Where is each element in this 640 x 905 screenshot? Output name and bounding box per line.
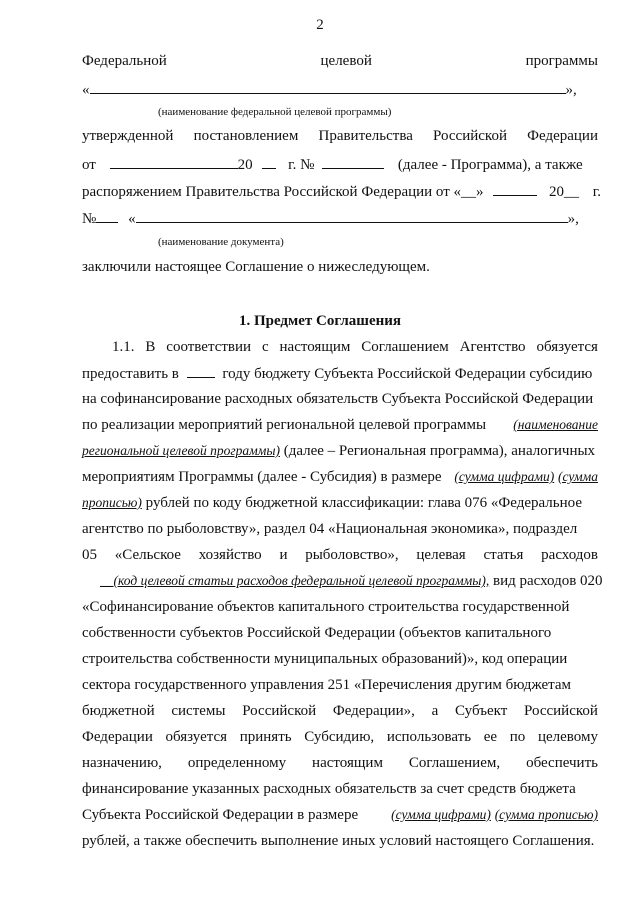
text: мероприятиям Программы (далее - Субсидия) в размере: [82, 469, 442, 485]
word: Соглашением: [361, 339, 449, 355]
para-line: строительства собственности муниципальных образований)», код операции: [82, 651, 568, 667]
word: с: [261, 339, 269, 355]
caption-document-name: (наименование документа): [158, 236, 284, 248]
close-quote: »,: [565, 82, 577, 98]
word: целевая: [416, 547, 466, 563]
word: расходов: [541, 547, 598, 563]
year-prefix: 20: [237, 157, 253, 173]
text: по реализации мероприятий региональной целевой программы: [82, 417, 487, 433]
word: Соглашением,: [408, 755, 501, 771]
word: (далее - Программа), а также: [397, 157, 583, 173]
para-line: [82, 468, 598, 486]
section-title: 1. Предмет Соглашения: [238, 313, 402, 329]
blank-line: [136, 209, 568, 223]
para-line: [100, 572, 603, 590]
para-line: [82, 364, 598, 383]
para-line: рублей, а также обеспечить выполнение иных условий настоящего Соглашения.: [82, 833, 595, 849]
placeholder-sum-digits: (сумма цифрами): [454, 469, 555, 484]
line-order: [82, 182, 602, 201]
para-line: [82, 754, 598, 772]
word: принять: [239, 729, 292, 745]
close-quote: »,: [567, 211, 579, 227]
placeholder-sum-words: прописью): [82, 495, 142, 510]
blank-line: [187, 364, 215, 378]
word: целевому: [537, 729, 598, 745]
blank-line: [90, 80, 566, 94]
text: распоряжением Правительства Российской Федерации от «__»: [82, 184, 484, 200]
word: Федерации: [82, 729, 153, 745]
line-date-number: [82, 155, 598, 174]
blank-line: [493, 182, 537, 196]
word: обеспечить: [526, 755, 598, 771]
word: программы: [525, 53, 598, 69]
caption-program-name: (наименование федеральной целевой программы): [158, 106, 392, 118]
number-sign: №: [82, 211, 97, 227]
text: предоставить в: [82, 366, 179, 382]
word: Правительства: [318, 128, 413, 144]
para-line: агентство по рыболовству», раздел 04 «Национальная экономика», подраздел: [82, 521, 578, 537]
blank-line: [96, 209, 118, 223]
placeholder-sum-digits: (сумма цифрами): [391, 807, 491, 822]
word: ее: [483, 729, 498, 745]
para-line: собственности субъектов Российской Федерации (объектов капитального: [82, 625, 552, 641]
para-line: сектора государственного управления 251 «Перечисления другим бюджетам: [82, 677, 572, 693]
word: хозяйство: [198, 547, 262, 563]
page-number: 2: [316, 17, 324, 33]
word: от: [82, 157, 96, 173]
word: системы: [171, 703, 226, 719]
placeholder-sum-words: (сумма: [557, 469, 598, 484]
word: Российской: [523, 703, 598, 719]
word: постановлением: [193, 128, 299, 144]
word: целевой: [320, 53, 372, 69]
word: обязуется: [536, 339, 598, 355]
word: настоящим: [312, 755, 383, 771]
blank-line: [322, 155, 384, 169]
para-line: [82, 416, 598, 434]
word: В: [145, 339, 156, 355]
word: Федеральной: [82, 53, 167, 69]
word: 05: [82, 547, 97, 563]
para-line: финансирование указанных расходных обязательств за счет средств бюджета: [82, 781, 576, 797]
para-line: [82, 702, 598, 720]
line-concluded: заключили настоящее Соглашение о нижеследующем.: [82, 259, 430, 275]
line-program-name-blank: [82, 80, 598, 99]
word: определенному: [187, 755, 287, 771]
line-federal-program: [82, 52, 598, 70]
word: «Сельское: [114, 547, 181, 563]
text: вид расходов 020: [492, 573, 603, 589]
para-line: [82, 806, 598, 824]
word: бюджетной: [82, 703, 155, 719]
line-document-blank: [82, 209, 598, 228]
text: Субъекта Российской Федерации в размере: [82, 807, 359, 823]
text: году бюджету Субъекта Российской Федерации субсидию: [222, 366, 593, 382]
blank-line: [262, 155, 276, 169]
word: по: [509, 729, 526, 745]
word: Российской: [242, 703, 317, 719]
word: рыболовство»,: [305, 547, 399, 563]
para-line: [82, 442, 598, 460]
word: Субъект: [455, 703, 508, 719]
word: Субсидию,: [304, 729, 375, 745]
placeholder-regional-program: региональной целевой программы): [82, 443, 280, 458]
text: (далее – Региональная программа), аналогичных: [283, 443, 596, 459]
placeholder-code: __(код целевой статьи расходов федеральной целевой программы),: [100, 573, 490, 588]
placeholder-name: (наименование: [513, 417, 598, 432]
word: и: [279, 547, 288, 563]
word: соответствии: [166, 339, 252, 355]
word: обязуется: [165, 729, 228, 745]
word: г.: [592, 184, 602, 200]
para-line: [82, 546, 598, 564]
word: статья: [483, 547, 524, 563]
open-quote: «: [82, 82, 90, 98]
para-line: «Софинансирование объектов капитального строительства государственной: [82, 599, 570, 615]
blank-line: [110, 155, 238, 169]
word: Федерации: [527, 128, 598, 144]
word: Федерации»,: [332, 703, 415, 719]
para-line: [82, 728, 598, 746]
word: 1.1.: [112, 339, 135, 355]
line-approved: [82, 127, 598, 145]
text: рублей по коду бюджетной классификации: глава 076 «Федеральное: [145, 495, 582, 511]
year: 20__: [549, 184, 580, 200]
word: г. №: [288, 157, 315, 173]
para-line: [82, 494, 598, 512]
para-line: [112, 338, 598, 356]
placeholder-sum-words: (сумма прописью): [494, 807, 598, 822]
word: использовать: [386, 729, 472, 745]
open-quote: «: [128, 211, 136, 227]
word: назначению,: [82, 755, 162, 771]
word: а: [431, 703, 439, 719]
word: Российской: [433, 128, 507, 144]
word: настоящим: [279, 339, 351, 355]
word: утвержденной: [82, 128, 174, 144]
para-line: на софинансирование расходных обязательств Субъекта Российской Федерации: [82, 391, 594, 407]
word: Агентство: [459, 339, 526, 355]
